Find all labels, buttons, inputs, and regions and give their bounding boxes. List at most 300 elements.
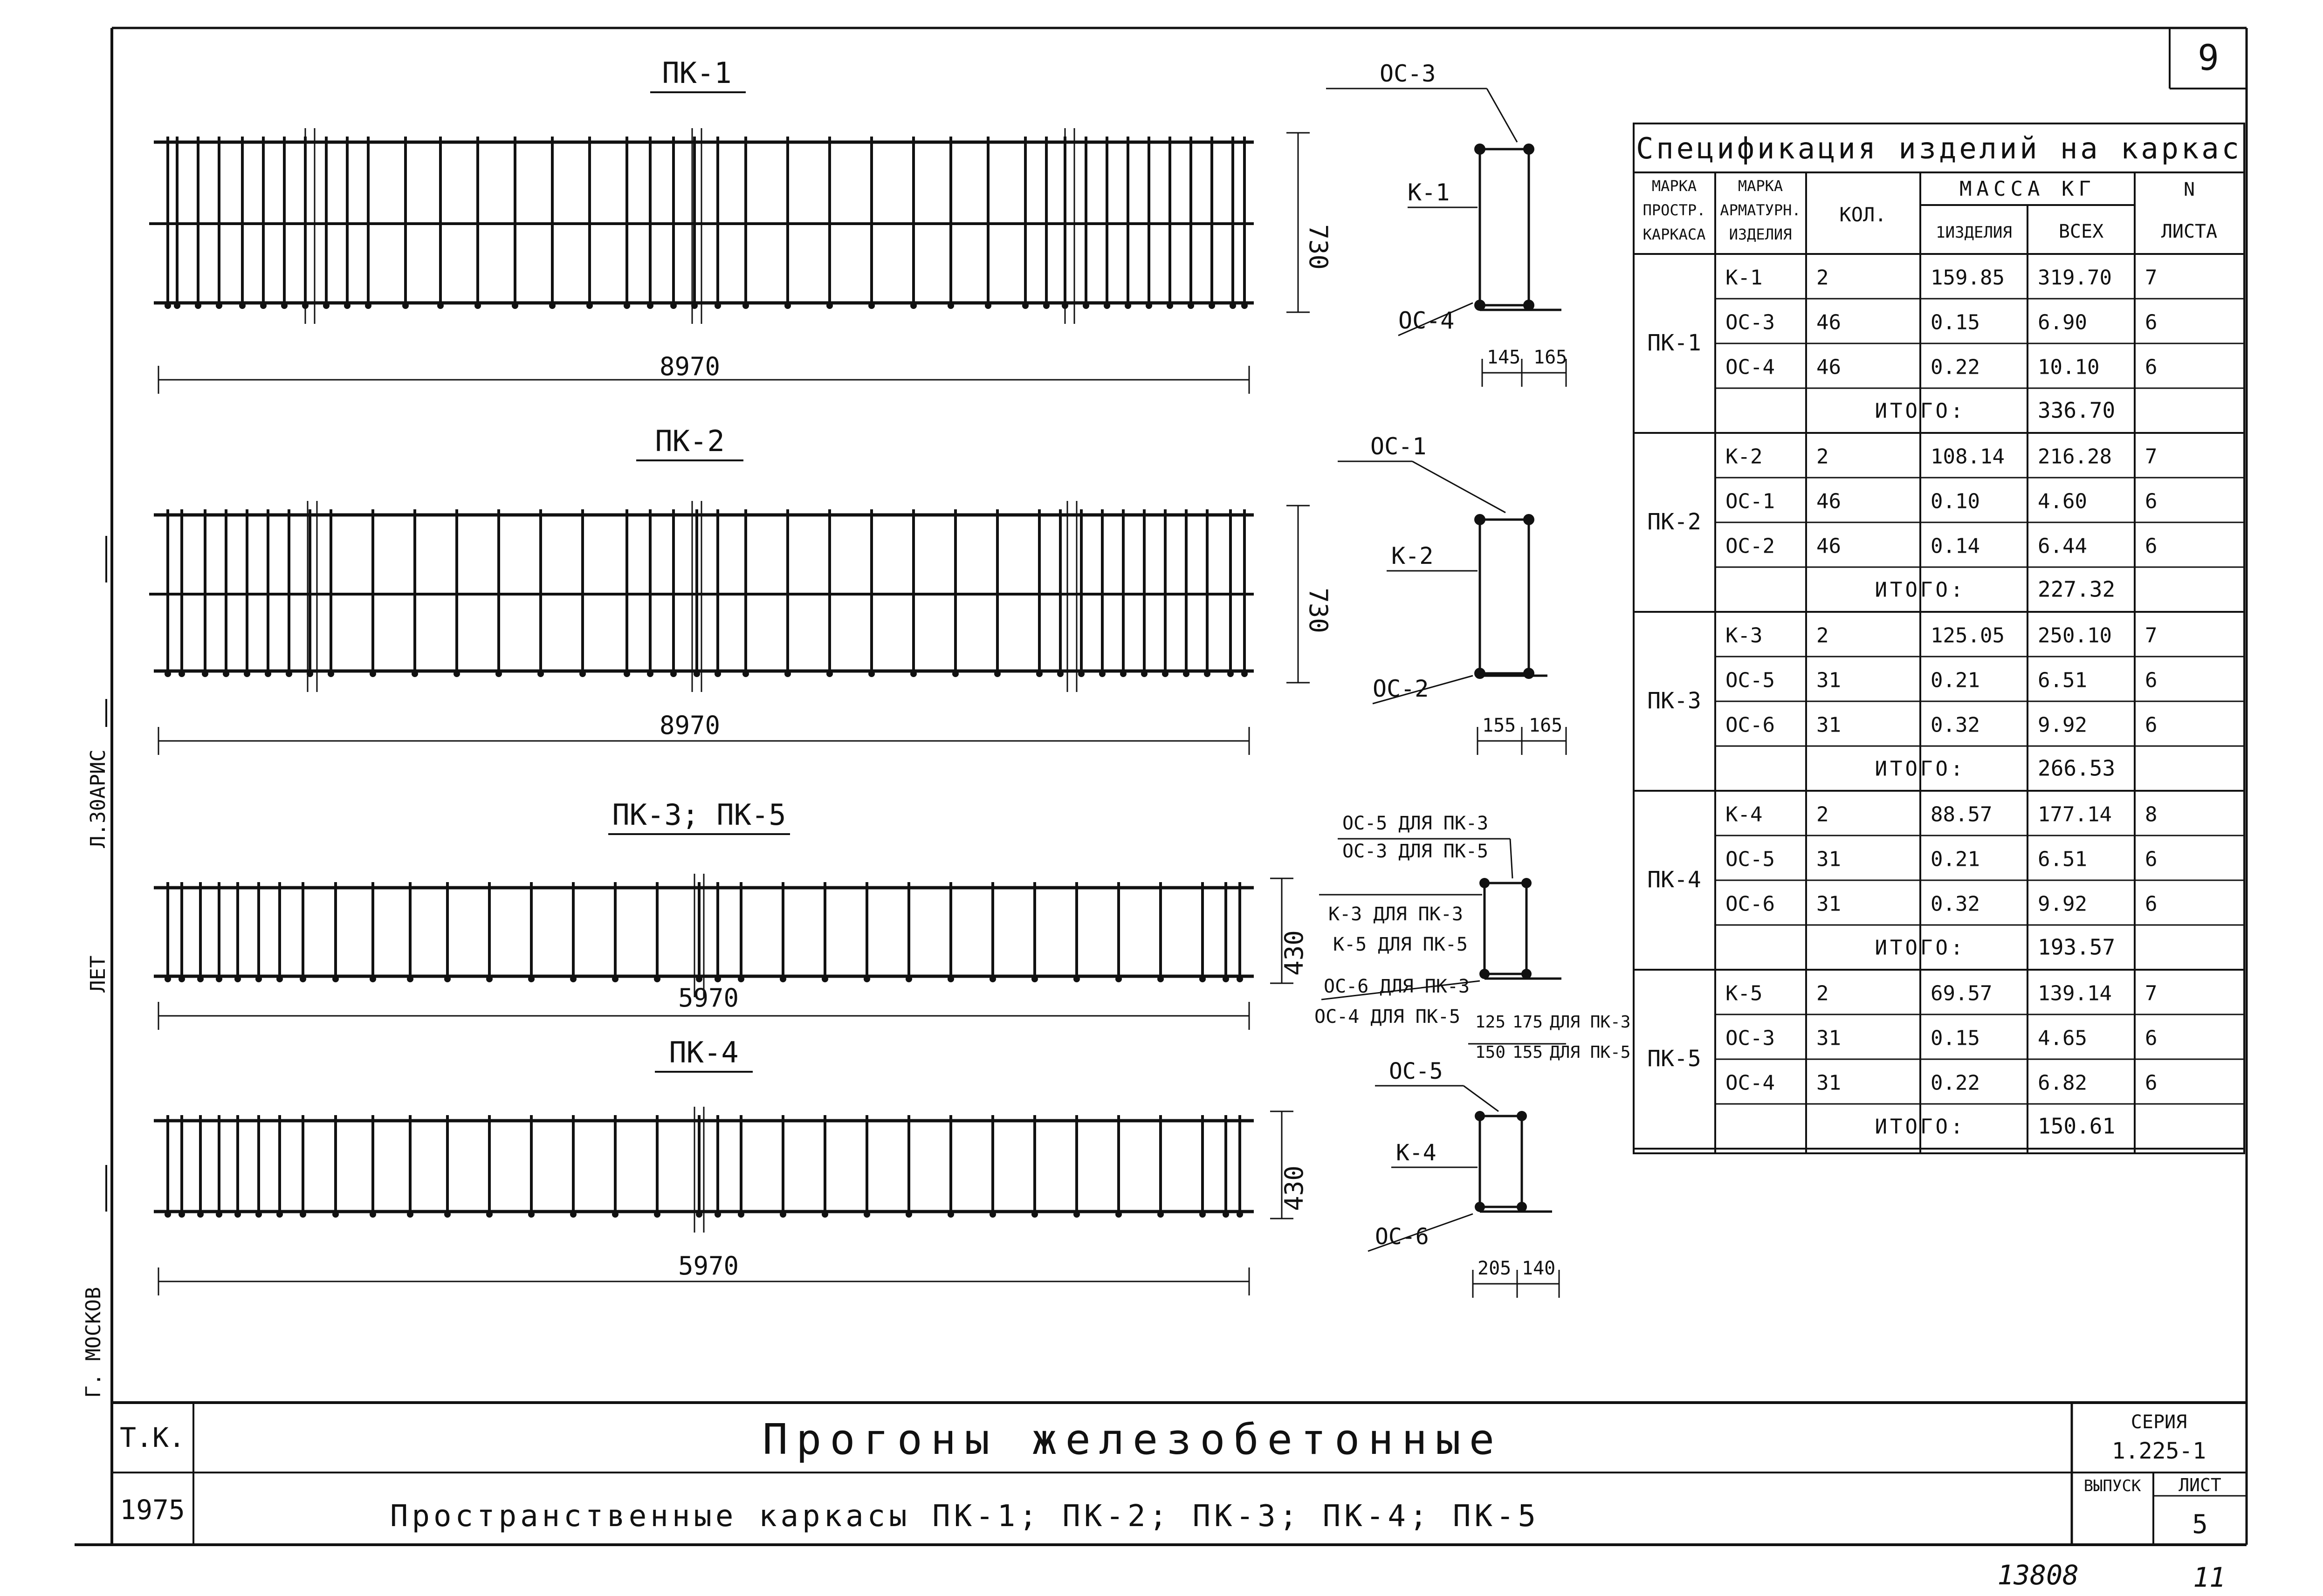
- cage-weld-dot: [1237, 1211, 1243, 1218]
- spec-cell: 0.21: [1931, 668, 1980, 692]
- cage-weld-dot: [255, 976, 262, 982]
- spec-cell: 46: [1816, 310, 1841, 335]
- cage-weld-dot: [179, 976, 185, 982]
- cage-weld-dot: [179, 671, 185, 677]
- cage-weld-dot: [784, 671, 791, 677]
- cage-weld-dot: [864, 1211, 870, 1218]
- spec-group-mark: ПК-2: [1647, 509, 1701, 535]
- cage-weld-dot: [255, 1211, 262, 1218]
- spec-cell: К-1: [1725, 266, 1763, 290]
- sec3-top-label-b: ОС-3 ДЛЯ ПК-5: [1342, 841, 1489, 862]
- cage-weld-dot: [1036, 671, 1043, 677]
- spec-cell: 9.92: [2038, 892, 2087, 916]
- cage-weld-dot: [868, 671, 875, 677]
- sec1-k-label: К-1: [1408, 179, 1450, 206]
- cage-weld-dot: [570, 976, 577, 982]
- cage-weld-dot: [195, 302, 201, 309]
- spec-cell: 0.15: [1931, 1026, 1980, 1050]
- cage-weld-dot: [1188, 302, 1194, 309]
- spec-cell: 0.10: [1931, 489, 1980, 514]
- length-dim-pk1: 8970: [659, 352, 721, 381]
- spec-cell: 31: [1816, 713, 1841, 737]
- spec-group-mark: ПК-1: [1647, 330, 1701, 356]
- spec-total-label: ИТОГО:: [1875, 578, 1966, 602]
- cage-weld-dot: [1241, 671, 1248, 677]
- view-title-pk1: ПК-1: [662, 56, 732, 90]
- spec-cell: ОС-6: [1725, 713, 1775, 737]
- cage-weld-dot: [738, 1211, 744, 1218]
- spec-cell: 6.82: [2038, 1071, 2087, 1095]
- spec-cell: 6.44: [2038, 534, 2087, 558]
- cage-weld-dot: [624, 671, 630, 677]
- sec4-k-label: К-4: [1396, 1140, 1436, 1166]
- spec-cell: 2: [1816, 445, 1829, 469]
- spec-cell: 6: [2145, 534, 2158, 558]
- sec1-dim-a: 145: [1487, 347, 1521, 368]
- sec3-dim-a1: 125: [1475, 1013, 1506, 1032]
- cage-weld-dot: [412, 671, 418, 677]
- cage-weld-dot: [742, 302, 749, 309]
- cage-weld-dot: [486, 976, 493, 982]
- sec3-dim-a2: 175: [1512, 1013, 1543, 1032]
- spec-cell: 0.32: [1931, 892, 1980, 916]
- cage-1: [149, 128, 1310, 394]
- cage-weld-dot: [402, 302, 409, 309]
- cage-weld-dot: [868, 302, 875, 309]
- spec-cell: 31: [1816, 892, 1841, 916]
- cage-weld-dot: [165, 1211, 171, 1218]
- cage-weld-dot: [1099, 671, 1106, 677]
- sec1-top-label: ОС-3: [1380, 60, 1436, 87]
- cage-weld-dot: [1223, 976, 1229, 982]
- sec1-dim-b: 165: [1533, 347, 1567, 368]
- sec3-dim-note-b: ДЛЯ ПК-5: [1550, 1043, 1631, 1062]
- cage-weld-dot: [444, 976, 451, 982]
- spec-cell: 6.51: [2038, 847, 2087, 871]
- cage-weld-dot: [910, 302, 917, 309]
- spec-total-label: ИТОГО:: [1875, 1115, 1966, 1139]
- sec3-dim-b2: 155: [1512, 1043, 1543, 1062]
- spec-cell: 6.51: [2038, 668, 2087, 692]
- cage-weld-dot: [437, 302, 444, 309]
- cage-weld-dot: [528, 1211, 535, 1218]
- sec4-top-label: ОС-5: [1389, 1058, 1443, 1084]
- spec-cell: 31: [1816, 1026, 1841, 1050]
- sec3-k-label-a: К-3 ДЛЯ ПК-3: [1328, 904, 1463, 925]
- height-dim-pk2: 730: [1304, 588, 1333, 633]
- margin-label-2: ЛЕТ: [86, 955, 110, 993]
- cage-weld-dot: [990, 976, 996, 982]
- cage-weld-dot: [670, 302, 677, 309]
- cage-weld-dot: [647, 671, 653, 677]
- sec4-dim-b: 140: [1522, 1258, 1556, 1279]
- cage-weld-dot: [1183, 671, 1189, 677]
- cage-weld-dot: [197, 1211, 204, 1218]
- spec-cell: 108.14: [1931, 445, 2005, 469]
- cage-weld-dot: [1073, 1211, 1080, 1218]
- cage-weld-dot: [1104, 302, 1110, 309]
- cage-weld-dot: [1157, 1211, 1164, 1218]
- cage-weld-dot: [864, 976, 870, 982]
- spec-cell: 31: [1816, 1071, 1841, 1095]
- view-title-pk4: ПК-4: [669, 1035, 739, 1069]
- cage-weld-dot: [715, 302, 721, 309]
- spec-h-mass-all: ВСЕХ: [2058, 221, 2104, 242]
- spec-cell: 6: [2145, 1071, 2158, 1095]
- cage-weld-dot: [197, 976, 204, 982]
- cage-weld-dot: [332, 976, 339, 982]
- cage-weld-dot: [344, 302, 351, 309]
- tb-subtitle: Пространственные каркасы ПК-1; ПК-2; ПК-3; ПК-4; ПК-5: [390, 1499, 1540, 1534]
- spec-total-value: 193.57: [2038, 934, 2116, 960]
- spec-cell: 9.92: [2038, 713, 2087, 737]
- spec-group-mark: ПК-5: [1647, 1046, 1701, 1072]
- spec-group-mark: ПК-4: [1647, 867, 1701, 893]
- sec2-bottom-label: ОС-2: [1373, 675, 1429, 702]
- cage-weld-dot: [260, 302, 267, 309]
- spec-cell: 6: [2145, 892, 2158, 916]
- spec-total-label: ИТОГО:: [1875, 399, 1966, 423]
- cage-weld-dot: [370, 1211, 376, 1218]
- sec3-top-label-a: ОС-5 ДЛЯ ПК-3: [1342, 813, 1489, 834]
- cage-weld-dot: [234, 976, 241, 982]
- cage-weld-dot: [694, 671, 700, 677]
- cage-weld-dot: [239, 302, 246, 309]
- cage-weld-dot: [1057, 671, 1064, 677]
- height-dim-pk4: 430: [1279, 1165, 1309, 1211]
- sheet-number: 9: [2198, 37, 2219, 78]
- cage-weld-dot: [1115, 976, 1122, 982]
- spec-cell: 159.85: [1931, 266, 2005, 290]
- cage-weld-dot: [612, 1211, 619, 1218]
- cross-sections: [1319, 89, 1566, 1298]
- cage-weld-dot: [1022, 302, 1029, 309]
- spec-cell: 4.60: [2038, 489, 2087, 514]
- tb-org: Т.К.: [120, 1422, 185, 1453]
- cage-weld-dot: [234, 1211, 241, 1218]
- cage-weld-dot: [647, 302, 653, 309]
- cage-weld-dot: [1043, 302, 1050, 309]
- spec-total-value: 227.32: [2038, 576, 2116, 602]
- cage-weld-dot: [952, 671, 959, 677]
- spec-total-label: ИТОГО:: [1875, 936, 1966, 960]
- spec-cell: 10.10: [2038, 355, 2100, 379]
- spec-cell: К-3: [1725, 623, 1763, 648]
- length-dim-pk4: 5970: [678, 1251, 739, 1281]
- cage-weld-dot: [328, 671, 334, 677]
- cage-weld-dot: [1157, 976, 1164, 982]
- spec-cell: 8: [2145, 802, 2158, 827]
- sec3-bottom-label-a: ОС-6 ДЛЯ ПК-3: [1324, 976, 1470, 997]
- spec-cell: 6: [2145, 489, 2158, 514]
- cage-weld-dot: [370, 671, 376, 677]
- spec-cell: 6: [2145, 355, 2158, 379]
- cage-weld-dot: [265, 671, 271, 677]
- cage-weld-dot: [444, 1211, 451, 1218]
- cage-weld-dot: [528, 976, 535, 982]
- spec-group-mark: ПК-3: [1647, 688, 1701, 714]
- spec-cell: ОС-3: [1725, 310, 1775, 335]
- cage-weld-dot: [1199, 1211, 1206, 1218]
- spec-cell: 6.90: [2038, 310, 2087, 335]
- cage-weld-dot: [994, 671, 1001, 677]
- cage-weld-dot: [1223, 1211, 1229, 1218]
- cage-weld-dot: [1115, 1211, 1122, 1218]
- spec-cell: 2: [1816, 623, 1829, 648]
- tb-sheet: 5: [2192, 1509, 2208, 1540]
- cage-weld-dot: [715, 1211, 721, 1218]
- spec-cell: 139.14: [2038, 981, 2112, 1006]
- sec3-k-label-b: К-5 ДЛЯ ПК-5: [1333, 934, 1468, 955]
- cage-weld-dot: [179, 1211, 185, 1218]
- cage-weld-dot: [202, 671, 208, 677]
- spec-cell: 250.10: [2038, 623, 2112, 648]
- sec2-k-label: К-2: [1391, 542, 1434, 569]
- cage-weld-dot: [1120, 671, 1127, 677]
- spec-cell: 46: [1816, 489, 1841, 514]
- spec-cell: 0.32: [1931, 713, 1980, 737]
- cage-weld-dot: [495, 671, 502, 677]
- spec-title: Спецификация изделий на каркас: [1636, 131, 2242, 165]
- cage-weld-dot: [216, 1211, 222, 1218]
- cage-weld-dot: [1073, 976, 1080, 982]
- spec-cell: 216.28: [2038, 445, 2112, 469]
- cage-weld-dot: [990, 1211, 996, 1218]
- cage-weld-dot: [165, 302, 171, 309]
- sec2-top-label: ОС-1: [1370, 433, 1427, 460]
- spec-cell: 2: [1816, 266, 1829, 290]
- spec-h-col2-c: ИЗДЕЛИЯ: [1729, 226, 1792, 243]
- margin-label-1: Л.З0АРИС: [86, 749, 110, 848]
- spec-h-col2-a: МАРКА: [1738, 177, 1783, 195]
- cage-weld-dot: [742, 671, 749, 677]
- cage-weld-dot: [948, 976, 954, 982]
- spec-cell: 4.65: [2038, 1026, 2087, 1050]
- cage-weld-dot: [570, 1211, 577, 1218]
- spec-cell: К-2: [1725, 445, 1763, 469]
- spec-total-value: 336.70: [2038, 397, 2116, 423]
- sec3-dim-b1: 150: [1475, 1043, 1506, 1062]
- spec-total-label: ИТОГО:: [1875, 757, 1966, 781]
- cage-weld-dot: [985, 302, 991, 309]
- spec-cell: 0.22: [1931, 355, 1980, 379]
- tb-year: 1975: [120, 1494, 185, 1526]
- spec-cell: ОС-2: [1725, 534, 1775, 558]
- cage-weld-dot: [1237, 976, 1243, 982]
- spec-h-col2-b: АРМАТУРН.: [1720, 201, 1801, 219]
- cage-weld-dot: [654, 976, 660, 982]
- spec-cell: 6: [2145, 310, 2158, 335]
- cage-weld-dot: [910, 671, 917, 677]
- cage-weld-dot: [1078, 671, 1085, 677]
- cage-weld-dot: [696, 1211, 702, 1218]
- cage-weld-dot: [1209, 302, 1215, 309]
- cage-weld-dot: [738, 976, 744, 982]
- spec-cell: 6: [2145, 1026, 2158, 1050]
- tb-series: 1.225-1: [2111, 1438, 2206, 1464]
- cage-weld-dot: [537, 671, 544, 677]
- cage-weld-dot: [323, 302, 330, 309]
- cage-weld-dot: [586, 302, 593, 309]
- cage-weld-dot: [407, 976, 413, 982]
- length-dim-pk2: 8970: [659, 711, 721, 740]
- spec-cell: ОС-6: [1725, 892, 1775, 916]
- spec-cell: 46: [1816, 534, 1841, 558]
- cage-weld-dot: [1146, 302, 1152, 309]
- cage-weld-dot: [906, 976, 912, 982]
- spec-cell: 31: [1816, 668, 1841, 692]
- spec-cell: 6: [2145, 713, 2158, 737]
- cage-weld-dot: [1125, 302, 1131, 309]
- sec3-bottom-label-b: ОС-4 ДЛЯ ПК-5: [1314, 1006, 1461, 1027]
- spec-cell: 2: [1816, 981, 1829, 1006]
- tb-title: Прогоны железобетонные: [762, 1415, 1503, 1464]
- cage-2: [149, 501, 1310, 755]
- spec-h-mass-one: 1ИЗДЕЛИЯ: [1936, 223, 2012, 242]
- spec-h-qty: КОЛ.: [1839, 203, 1887, 226]
- cage-weld-dot: [486, 1211, 493, 1218]
- sec4-dim-a: 205: [1478, 1258, 1512, 1279]
- spec-cell: 125.05: [1931, 623, 2005, 648]
- archive-stamp-sub: 11: [2193, 1562, 2226, 1593]
- spec-cell: 88.57: [1931, 802, 1993, 827]
- cage-weld-dot: [1141, 671, 1148, 677]
- tb-sheet-label: ЛИСТ: [2179, 1475, 2221, 1495]
- spec-cell: ОС-1: [1725, 489, 1775, 514]
- cage-weld-dot: [654, 1211, 660, 1218]
- cage-weld-dot: [454, 671, 460, 677]
- cage-weld-dot: [407, 1211, 413, 1218]
- cage-weld-dot: [822, 976, 828, 982]
- cage-weld-dot: [281, 302, 288, 309]
- cage-elevations: [149, 128, 1310, 1295]
- cage-weld-dot: [300, 1211, 306, 1218]
- margin-label-3: Г. МОСКОВ: [82, 1287, 105, 1398]
- cage-weld-dot: [1031, 1211, 1038, 1218]
- cage-weld-dot: [365, 302, 371, 309]
- spec-cell: 0.15: [1931, 310, 1980, 335]
- spec-cell: ОС-3: [1725, 1026, 1775, 1050]
- cage-weld-dot: [579, 671, 586, 677]
- cage-weld-dot: [1230, 302, 1236, 309]
- cage-weld-dot: [276, 976, 283, 982]
- cage-weld-dot: [906, 1211, 912, 1218]
- spec-total-value: 150.61: [2038, 1113, 2116, 1139]
- cage-weld-dot: [300, 976, 306, 982]
- spec-total-value: 266.53: [2038, 755, 2116, 781]
- spec-cell: ОС-4: [1725, 1071, 1775, 1095]
- cage-weld-dot: [696, 976, 702, 982]
- spec-cell: 0.14: [1931, 534, 1980, 558]
- cage-weld-dot: [512, 302, 518, 309]
- spec-h-col1-b: ПРОСТР.: [1643, 201, 1706, 219]
- cage-weld-dot: [715, 976, 721, 982]
- spec-h-sheet-top: N: [2183, 179, 2195, 200]
- spec-cell: 0.22: [1931, 1071, 1980, 1095]
- spec-h-mass: МАССА КГ: [1959, 177, 2096, 201]
- spec-cell: 2: [1816, 802, 1829, 827]
- cage-weld-dot: [244, 671, 250, 677]
- spec-table-rows: [1634, 266, 2244, 1149]
- cage-weld-dot: [1162, 671, 1168, 677]
- cage-weld-dot: [826, 671, 833, 677]
- cage-weld-dot: [370, 976, 376, 982]
- sec3-dim-note-a: ДЛЯ ПК-3: [1550, 1013, 1631, 1032]
- cage-weld-dot: [286, 671, 292, 677]
- cage-weld-dot: [165, 976, 171, 982]
- spec-cell: ОС-5: [1725, 847, 1775, 871]
- spec-cell: 7: [2145, 981, 2158, 1006]
- cage-weld-dot: [1167, 302, 1173, 309]
- cage-weld-dot: [784, 302, 791, 309]
- cage-weld-dot: [826, 302, 833, 309]
- cage-weld-dot: [276, 1211, 283, 1218]
- length-dim-pk3-pk5: 5970: [678, 983, 739, 1013]
- view-title-pk3-pk5: ПК-3; ПК-5: [612, 798, 786, 832]
- height-dim-pk1: 730: [1304, 224, 1333, 270]
- cage-weld-dot: [174, 302, 180, 309]
- spec-h-col1-a: МАРКА: [1651, 177, 1697, 195]
- cage-weld-dot: [612, 976, 619, 982]
- cage-weld-dot: [715, 671, 721, 677]
- spec-h-col1-c: КАРКАСА: [1643, 226, 1706, 243]
- spec-cell: К-4: [1725, 802, 1763, 827]
- sec4-bottom-label: ОС-6: [1375, 1224, 1429, 1250]
- spec-cell: 319.70: [2038, 266, 2112, 290]
- tb-series-label: СЕРИЯ: [2131, 1411, 2187, 1433]
- cage-weld-dot: [780, 976, 786, 982]
- cage-weld-dot: [549, 302, 556, 309]
- spec-cell: ОС-5: [1725, 668, 1775, 692]
- spec-cell: 69.57: [1931, 981, 1993, 1006]
- cage-weld-dot: [1031, 976, 1038, 982]
- sec2-dim-b: 165: [1529, 715, 1563, 736]
- cage-weld-dot: [822, 1211, 828, 1218]
- cage-weld-dot: [1227, 671, 1234, 677]
- cage-weld-dot: [216, 302, 222, 309]
- spec-cell: 46: [1816, 355, 1841, 379]
- view-title-pk2: ПК-2: [655, 424, 725, 458]
- cage-weld-dot: [1204, 671, 1210, 677]
- cage-weld-dot: [670, 671, 677, 677]
- spec-cell: 7: [2145, 266, 2158, 290]
- cage-weld-dot: [1199, 976, 1206, 982]
- spec-cell: 6: [2145, 847, 2158, 871]
- spec-cell: 7: [2145, 623, 2158, 648]
- cage-weld-dot: [624, 302, 630, 309]
- cage-weld-dot: [332, 1211, 339, 1218]
- spec-cell: ОС-4: [1725, 355, 1775, 379]
- cage-weld-dot: [948, 302, 954, 309]
- cage-weld-dot: [223, 671, 229, 677]
- spec-cell: 177.14: [2038, 802, 2112, 827]
- cage-weld-dot: [780, 1211, 786, 1218]
- cage-weld-dot: [948, 1211, 954, 1218]
- cage-weld-dot: [1241, 302, 1248, 309]
- spec-cell: 6: [2145, 668, 2158, 692]
- spec-cell: 31: [1816, 847, 1841, 871]
- cage-weld-dot: [474, 302, 481, 309]
- cage-weld-dot: [216, 976, 222, 982]
- archive-stamp-number: 13808: [1997, 1559, 2079, 1591]
- spec-cell: К-5: [1725, 981, 1763, 1006]
- spec-h-sheet-bot: ЛИСТА: [2161, 221, 2218, 242]
- spec-cell: 7: [2145, 445, 2158, 469]
- sec1-bottom-label: ОС-4: [1398, 307, 1455, 334]
- tb-issue-label: ВЫПУСК: [2083, 1477, 2141, 1495]
- height-dim-pk3-pk5: 430: [1279, 930, 1309, 976]
- spec-cell: 0.21: [1931, 847, 1980, 871]
